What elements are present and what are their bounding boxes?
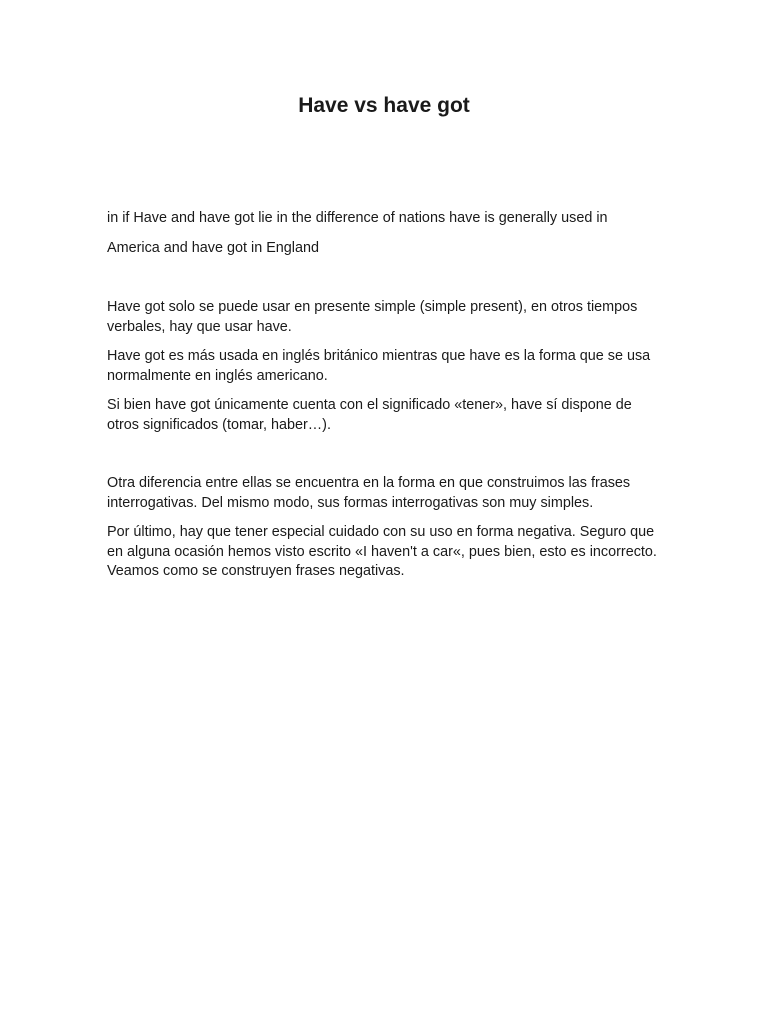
paragraph-simple-present: Have got solo se puede usar en presente simple (simple present), en otros tiempos verbales, hay que usar have. (107, 299, 638, 335)
paragraph-negative: Por último, hay que tener especial cuidado con su uso en forma negativa. Seguro que en alguna ocasión hemos visto escrito «I haven't a car«, pues bien, esto es incorrecto. Veamos como se construyen frases negativas. (107, 524, 657, 579)
paragraph-nations-intro: in if Have and have got lie in the difference of nations have is generally used in (107, 210, 608, 226)
paragraph-british-american: Have got es más usada en inglés británico mientras que have es la forma que se usa normalmente en inglés americano. (107, 348, 651, 384)
document-title: Have vs have got (298, 94, 470, 117)
paragraph-interrogative: Otra diferencia entre ellas se encuentra en la forma en que construimos las frases interrogativas. Del mismo modo, sus formas interrogativas son muy simples. (107, 475, 631, 511)
paragraph-america-england: America and have got in England (107, 240, 320, 256)
paragraph-meanings: Si bien have got únicamente cuenta con el significado «tener», have sí dispone de otros significados (tomar, haber…). (107, 397, 632, 433)
